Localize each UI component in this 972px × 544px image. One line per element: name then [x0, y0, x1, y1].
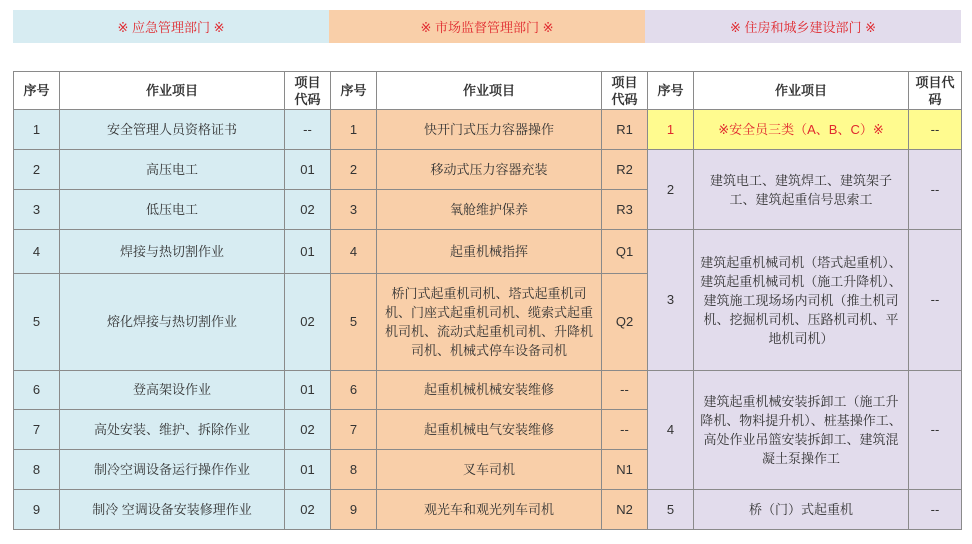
table-row: [14, 490, 962, 530]
emergency-code: 02: [285, 190, 331, 230]
market-code: R1: [602, 110, 648, 150]
emergency-seq: 5: [14, 274, 60, 371]
emergency-seq: 6: [14, 371, 60, 410]
header-code: 项目代码: [909, 72, 962, 110]
market-seq: 2: [331, 150, 377, 190]
emergency-item: 安全管理人员资格证书: [60, 110, 285, 150]
housing-seq: 2: [648, 150, 694, 230]
housing-item: 桥（门）式起重机: [694, 490, 909, 530]
header-seq: 序号: [14, 72, 60, 110]
emergency-seq: 7: [14, 410, 60, 450]
market-seq: 4: [331, 230, 377, 274]
market-code: --: [602, 410, 648, 450]
emergency-seq: 9: [14, 490, 60, 530]
emergency-seq: 3: [14, 190, 60, 230]
emergency-code: 02: [285, 410, 331, 450]
emergency-seq: 1: [14, 110, 60, 150]
header-seq: 序号: [331, 72, 377, 110]
emergency-item: 制冷空调设备运行操作作业: [60, 450, 285, 490]
emergency-item: 高处安装、维护、拆除作业: [60, 410, 285, 450]
market-item: 桥门式起重机司机、塔式起重机司机、门座式起重机司机、缆索式起重机司机、流动式起重机司机、升降机司机、机械式停车设备司机: [377, 274, 602, 371]
housing-item: 建筑起重机械安装拆卸工（施工升降机、物料提升机）、桩基操作工、高处作业吊篮安装拆卸工、建筑混凝土泵操作工: [694, 371, 909, 490]
housing-code: --: [909, 150, 962, 230]
emergency-seq: 2: [14, 150, 60, 190]
market-code: R2: [602, 150, 648, 190]
department-banner: [13, 10, 961, 43]
housing-code: --: [909, 110, 962, 150]
market-code: N1: [602, 450, 648, 490]
header-seq: 序号: [648, 72, 694, 110]
market-code: Q1: [602, 230, 648, 274]
emergency-item: 熔化焊接与热切割作业: [60, 274, 285, 371]
market-item: 快开门式压力容器操作: [377, 110, 602, 150]
emergency-code: 02: [285, 490, 331, 530]
emergency-item: 高压电工: [60, 150, 285, 190]
market-code: Q2: [602, 274, 648, 371]
emergency-seq: 8: [14, 450, 60, 490]
market-item: 氧舱维护保养: [377, 190, 602, 230]
market-seq: 5: [331, 274, 377, 371]
housing-item: ※安全员三类（A、B、C）※: [694, 110, 909, 150]
department-market-label: ※ 市场监督管理部门 ※: [329, 10, 645, 43]
department-emergency-label: ※ 应急管理部门 ※: [13, 10, 329, 43]
market-item: 起重机械指挥: [377, 230, 602, 274]
emergency-code: 01: [285, 371, 331, 410]
table-row: [14, 110, 962, 150]
housing-code: --: [909, 230, 962, 371]
emergency-item: 登高架设作业: [60, 371, 285, 410]
emergency-seq: 4: [14, 230, 60, 274]
market-seq: 3: [331, 190, 377, 230]
emergency-item: 制冷 空调设备安装修理作业: [60, 490, 285, 530]
header-item: 作业项目: [60, 72, 285, 110]
housing-code: --: [909, 371, 962, 490]
table-row: [14, 230, 962, 274]
emergency-code: --: [285, 110, 331, 150]
housing-seq: 3: [648, 230, 694, 371]
market-item: 起重机械机械安装维修: [377, 371, 602, 410]
operation-items-table: [13, 71, 962, 530]
housing-seq: 1: [648, 110, 694, 150]
market-seq: 7: [331, 410, 377, 450]
market-seq: 8: [331, 450, 377, 490]
market-item: 观光车和观光列车司机: [377, 490, 602, 530]
emergency-item: 低压电工: [60, 190, 285, 230]
housing-code: --: [909, 490, 962, 530]
header-item: 作业项目: [694, 72, 909, 110]
department-housing-label: ※ 住房和城乡建设部门 ※: [645, 10, 961, 43]
emergency-code: 01: [285, 230, 331, 274]
table-row: [14, 150, 962, 190]
market-item: 叉车司机: [377, 450, 602, 490]
header-code: 项目代码: [602, 72, 648, 110]
market-code: N2: [602, 490, 648, 530]
market-seq: 6: [331, 371, 377, 410]
emergency-code: 01: [285, 150, 331, 190]
market-code: --: [602, 371, 648, 410]
header-code: 项目代码: [285, 72, 331, 110]
housing-seq: 5: [648, 490, 694, 530]
housing-item: 建筑电工、建筑焊工、建筑架子工、建筑起重信号思索工: [694, 150, 909, 230]
market-seq: 9: [331, 490, 377, 530]
header-row: [14, 72, 962, 110]
table-row: [14, 371, 962, 410]
market-item: 移动式压力容器充装: [377, 150, 602, 190]
emergency-code: 01: [285, 450, 331, 490]
housing-seq: 4: [648, 371, 694, 490]
emergency-item: 焊接与热切割作业: [60, 230, 285, 274]
header-item: 作业项目: [377, 72, 602, 110]
housing-item: 建筑起重机械司机（塔式起重机）、建筑起重机械司机（施工升降机）、建筑施工现场场内司机（推土机司机、挖掘机司机、压路机司机、平地机司机）: [694, 230, 909, 371]
market-item: 起重机械电气安装维修: [377, 410, 602, 450]
market-code: R3: [602, 190, 648, 230]
emergency-code: 02: [285, 274, 331, 371]
market-seq: 1: [331, 110, 377, 150]
